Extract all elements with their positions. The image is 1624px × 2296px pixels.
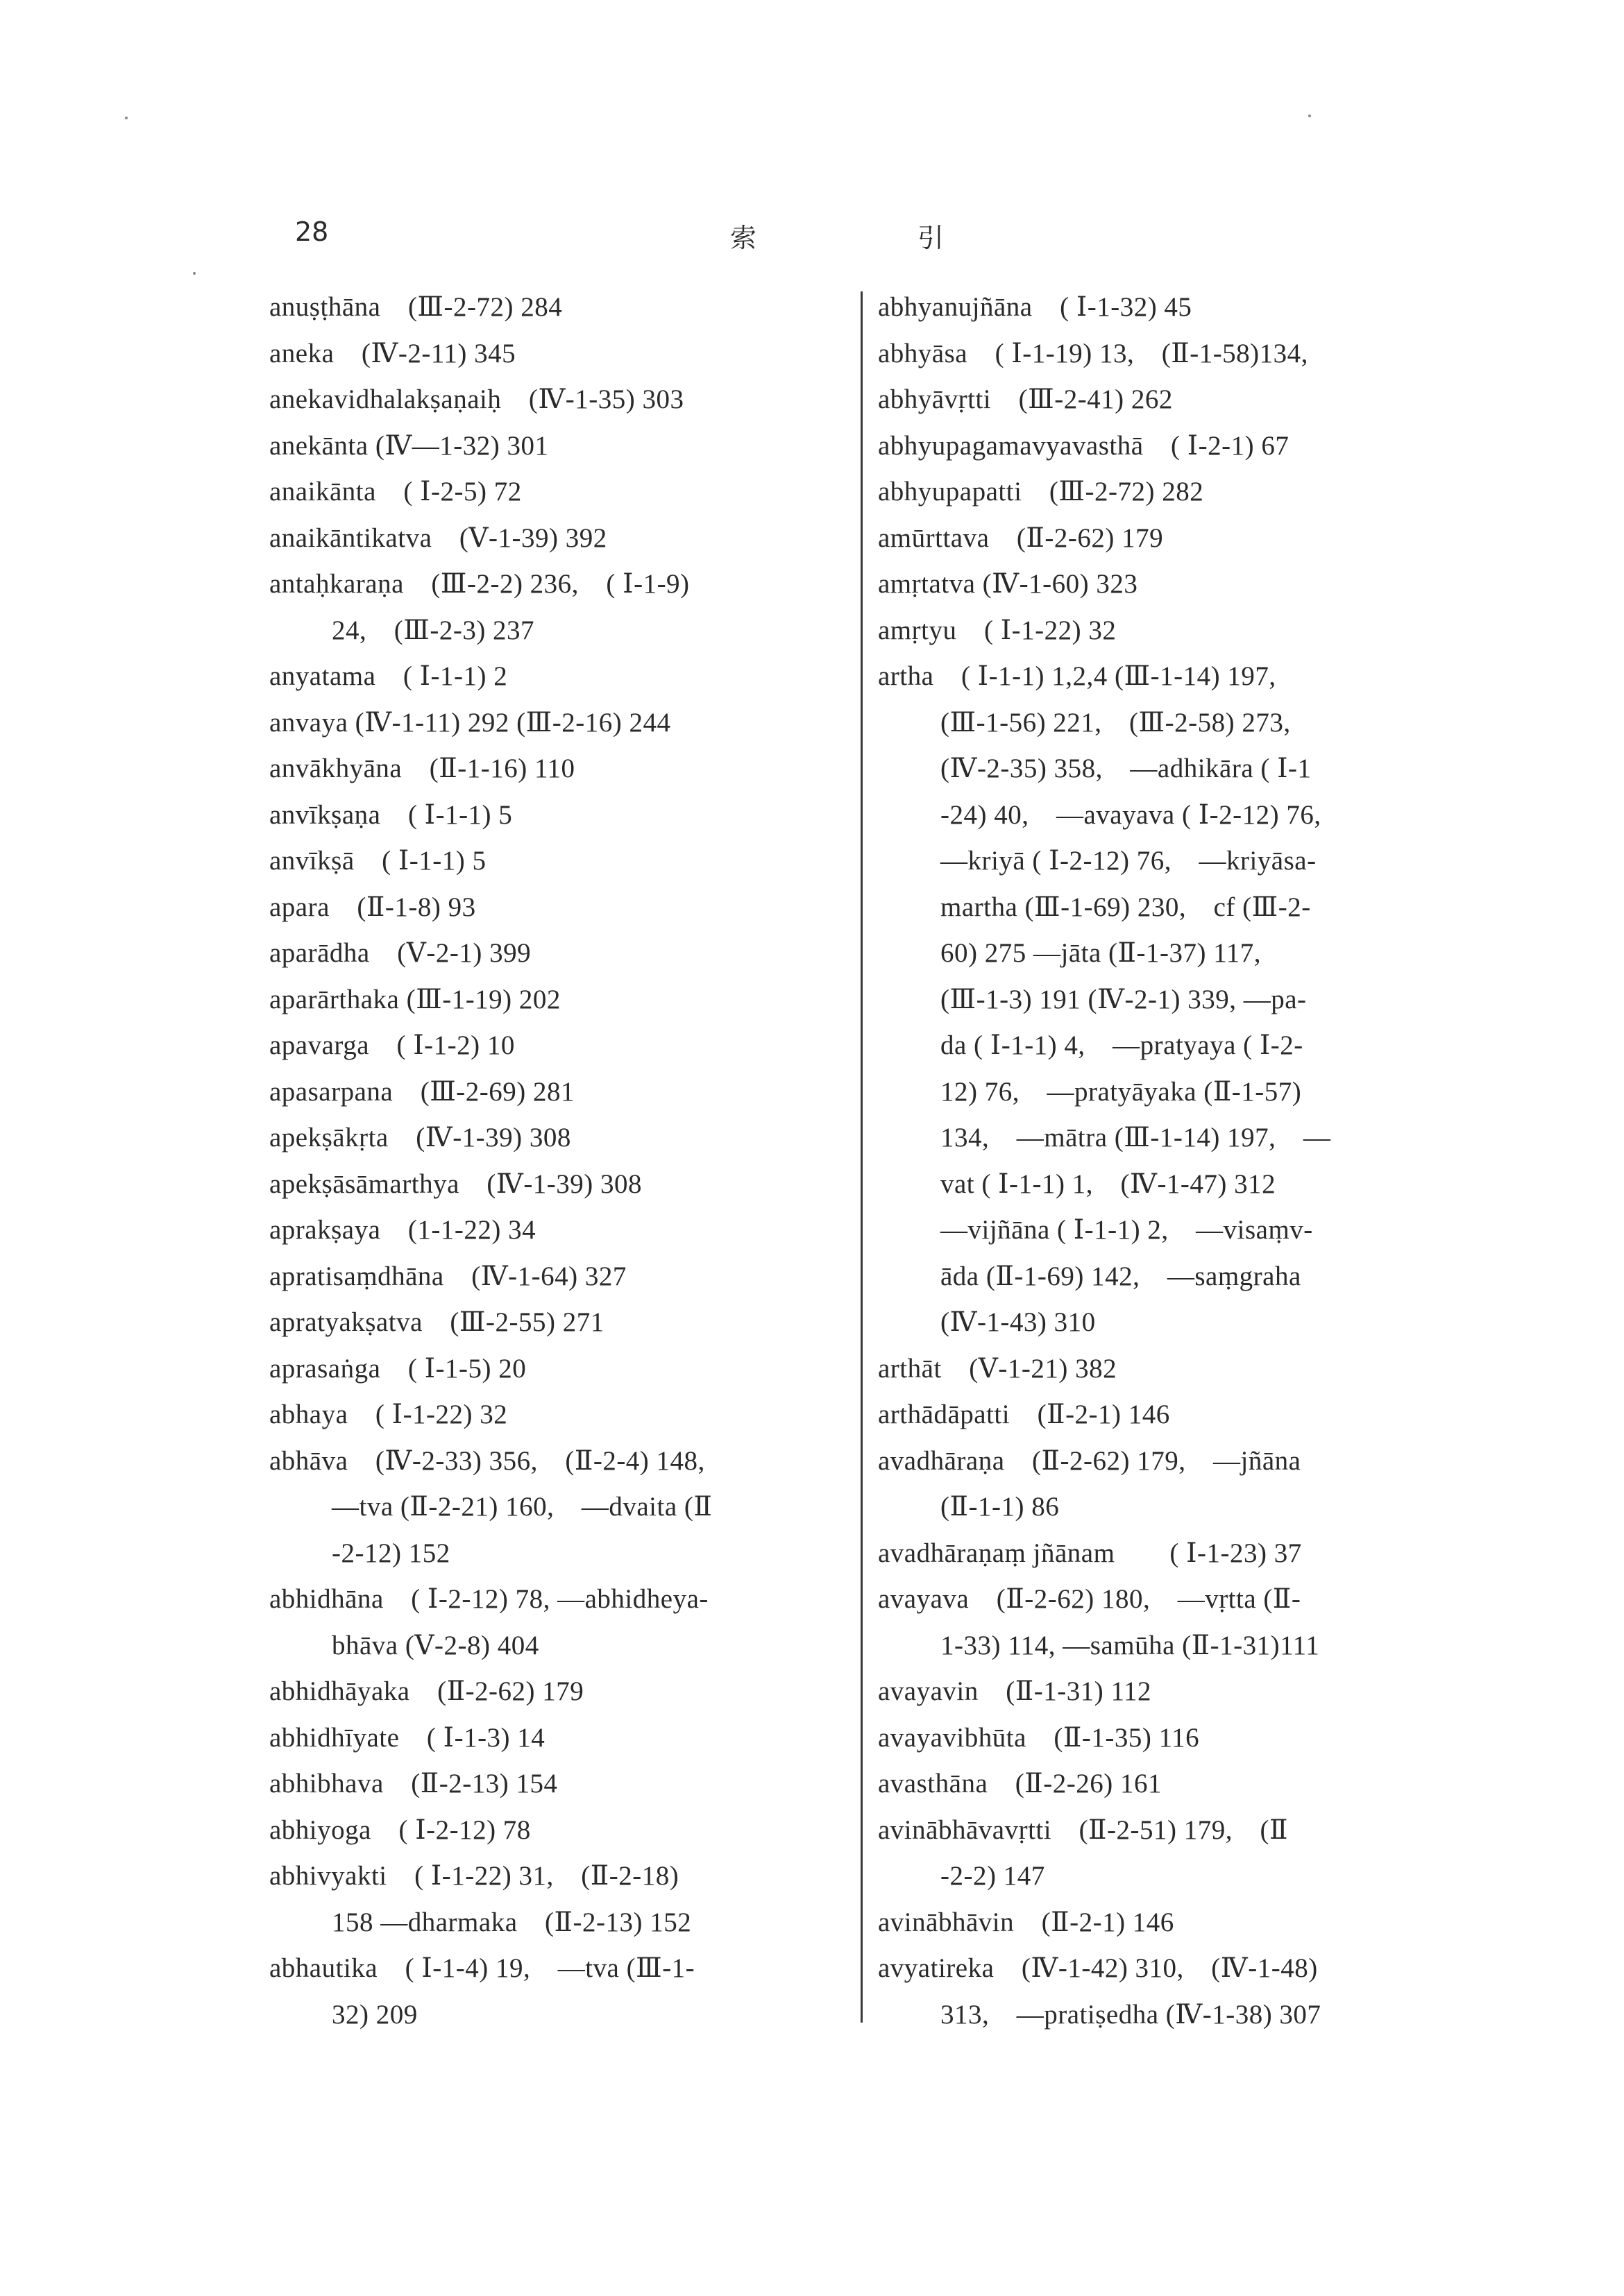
index-entry: avayava (Ⅱ-2-62) 180, —vṛtta (Ⅱ- — [878, 1584, 1301, 1614]
index-entry-continuation: 32) 209 — [332, 1999, 418, 2030]
index-entry: arthāt (Ⅴ-1-21) 382 — [878, 1353, 1117, 1384]
column-divider — [861, 291, 863, 2023]
header-subtitle: 引 — [917, 223, 945, 253]
index-entry: apavarga ( Ⅰ-1-2) 10 — [269, 1030, 515, 1060]
index-entry-continuation: 158 —dharmaka (Ⅱ-2-13) 152 — [332, 1907, 692, 1937]
page-header — [0, 216, 1624, 258]
scan-speck — [1308, 114, 1311, 117]
index-entry-continuation: martha (Ⅲ-1-69) 230, cf (Ⅲ-2- — [940, 892, 1311, 922]
index-entry: abhiyoga ( Ⅰ-2-12) 78 — [269, 1814, 531, 1845]
index-entry: artha ( Ⅰ-1-1) 1,2,4 (Ⅲ-1-14) 197, — [878, 661, 1276, 691]
index-entry: avayavin (Ⅱ-1-31) 112 — [878, 1676, 1152, 1706]
index-entry-continuation: (Ⅲ-1-3) 191 (Ⅳ-2-1) 339, —pa- — [940, 984, 1307, 1014]
index-entry: amṛtyu ( Ⅰ-1-22) 32 — [878, 615, 1117, 645]
index-entry: anaikānta ( Ⅰ-2-5) 72 — [269, 477, 522, 507]
index-entry: abhidhāyaka (Ⅱ-2-62) 179 — [269, 1676, 584, 1706]
index-entry-continuation: (Ⅱ-1-1) 86 — [940, 1492, 1060, 1522]
index-entry: anvākhyāna (Ⅱ-1-16) 110 — [269, 754, 575, 783]
page-number: 28 — [295, 216, 329, 247]
index-entry: abhaya ( Ⅰ-1-22) 32 — [269, 1400, 508, 1429]
index-entry-continuation: —kriyā ( Ⅰ-2-12) 76, —kriyāsa- — [940, 846, 1317, 876]
index-entry: aprakṣaya (1-1-22) 34 — [269, 1215, 536, 1245]
index-entry-continuation: 1-33) 114, —samūha (Ⅱ-1-31)111 — [940, 1630, 1320, 1660]
index-entry: apekṣākṛta (Ⅳ-1-39) 308 — [269, 1123, 571, 1153]
index-entry: avadhāraṇa (Ⅱ-2-62) 179, —jñāna — [878, 1445, 1301, 1476]
index-entry-continuation: da ( Ⅰ-1-1) 4, —pratyaya ( Ⅰ-2- — [940, 1030, 1303, 1060]
index-entry: apekṣāsāmarthya (Ⅳ-1-39) 308 — [269, 1168, 643, 1199]
index-entry-continuation: —vijñāna ( Ⅰ-1-1) 2, —visaṃv- — [940, 1215, 1313, 1245]
index-entry-continuation: -2-2) 147 — [940, 1861, 1045, 1891]
index-entry-continuation: bhāva (Ⅴ-2-8) 404 — [332, 1630, 539, 1660]
index-entry: anekānta (Ⅳ—1-32) 301 — [269, 430, 549, 461]
index-entry: avayavibhūta (Ⅱ-1-35) 116 — [878, 1722, 1200, 1753]
index-entry-continuation: 313, —pratiṣedha (Ⅳ-1-38) 307 — [940, 1999, 1321, 2030]
index-entry: anuṣṭhāna (Ⅲ-2-72) 284 — [269, 292, 563, 322]
index-entry: anvīkṣā ( Ⅰ-1-1) 5 — [269, 846, 487, 876]
index-entry: avinābhāvin (Ⅱ-2-1) 146 — [878, 1907, 1174, 1937]
index-entry: anvaya (Ⅳ-1-11) 292 (Ⅲ-2-16) 244 — [269, 707, 671, 738]
index-entry-continuation: (Ⅳ-1-43) 310 — [940, 1307, 1096, 1337]
index-entry-continuation: vat ( Ⅰ-1-1) 1, (Ⅳ-1-47) 312 — [940, 1168, 1276, 1199]
index-entry: apratisaṃdhāna (Ⅳ-1-64) 327 — [269, 1261, 627, 1291]
index-entry-continuation: 12) 76, —pratyāyaka (Ⅱ-1-57) — [940, 1076, 1302, 1107]
index-entry-continuation: āda (Ⅱ-1-69) 142, —saṃgraha — [940, 1261, 1301, 1291]
index-entry: amṛtatva (Ⅳ-1-60) 323 — [878, 569, 1138, 599]
index-entry: abhyupagamavyavasthā ( Ⅰ-2-1) 67 — [878, 430, 1289, 461]
index-entry: abhyanujñāna ( Ⅰ-1-32) 45 — [878, 292, 1192, 322]
index-entry: aparārthaka (Ⅲ-1-19) 202 — [269, 984, 561, 1014]
right-index-column — [878, 284, 1461, 2038]
index-entry: anyatama ( Ⅰ-1-1) 2 — [269, 661, 508, 691]
index-entry: anekavidhalakṣaṇaiḥ (Ⅳ-1-35) 303 — [269, 384, 684, 414]
index-entry: apara (Ⅱ-1-8) 93 — [269, 892, 476, 922]
index-entry: anaikāntikatva (Ⅴ-1-39) 392 — [269, 522, 607, 553]
header-title: 索 — [730, 223, 757, 253]
index-entry: abhyāsa ( Ⅰ-1-19) 13, (Ⅱ-1-58)134, — [878, 338, 1308, 368]
index-entry-continuation: 134, —mātra (Ⅲ-1-14) 197, — — [940, 1123, 1331, 1153]
index-entry: abhidhāna ( Ⅰ-2-12) 78, —abhidheya- — [269, 1584, 709, 1614]
index-entry: apratyakṣatva (Ⅲ-2-55) 271 — [269, 1307, 604, 1337]
index-entry: abhidhīyate ( Ⅰ-1-3) 14 — [269, 1722, 545, 1753]
index-entry: arthādāpatti (Ⅱ-2-1) 146 — [878, 1400, 1170, 1429]
index-entry: amūrttava (Ⅱ-2-62) 179 — [878, 522, 1164, 553]
index-entry: abhāva (Ⅳ-2-33) 356, (Ⅱ-2-4) 148, — [269, 1445, 705, 1476]
index-entry: avasthāna (Ⅱ-2-26) 161 — [878, 1769, 1162, 1798]
index-entry: abhyāvṛtti (Ⅲ-2-41) 262 — [878, 384, 1173, 414]
index-entry-continuation: 60) 275 —jāta (Ⅱ-1-37) 117, — [940, 938, 1262, 968]
index-entry-continuation: (Ⅲ-1-56) 221, (Ⅲ-2-58) 273, — [940, 707, 1291, 738]
index-entry: avinābhāvavṛtti (Ⅱ-2-51) 179, (Ⅱ — [878, 1814, 1289, 1845]
index-entry-continuation: -24) 40, —avayava ( Ⅰ-2-12) 76, — [940, 799, 1321, 830]
index-entry: anvīkṣaṇa ( Ⅰ-1-1) 5 — [269, 799, 513, 830]
index-entry-continuation: 24, (Ⅲ-2-3) 237 — [332, 615, 535, 645]
index-entry: avyatireka (Ⅳ-1-42) 310, (Ⅳ-1-48) — [878, 1953, 1318, 1983]
left-index-column — [269, 284, 838, 2038]
index-entry: aprasaṅga ( Ⅰ-1-5) 20 — [269, 1353, 527, 1384]
index-entry: antaḥkaraṇa (Ⅲ-2-2) 236, ( Ⅰ-1-9) — [269, 569, 690, 599]
scan-speck — [125, 117, 128, 119]
index-entry: abhibhava (Ⅱ-2-13) 154 — [269, 1769, 558, 1798]
index-entry: aparādha (Ⅴ-2-1) 399 — [269, 938, 532, 968]
index-entry: abhivyakti ( Ⅰ-1-22) 31, (Ⅱ-2-18) — [269, 1861, 679, 1891]
index-entry: abhyupapatti (Ⅲ-2-72) 282 — [878, 477, 1204, 507]
scan-speck — [193, 272, 196, 275]
index-entry: abhautika ( Ⅰ-1-4) 19, —tva (Ⅲ-1- — [269, 1953, 695, 1983]
index-entry: apasarpana (Ⅲ-2-69) 281 — [269, 1076, 575, 1107]
index-entry: aneka (Ⅳ-2-11) 345 — [269, 338, 516, 368]
index-entry-continuation: -2-12) 152 — [332, 1538, 450, 1568]
index-entry: avadhāraṇaṃ jñānam ( Ⅰ-1-23) 37 — [878, 1538, 1302, 1568]
index-entry-continuation: (Ⅳ-2-35) 358, —adhikāra ( Ⅰ-1 — [940, 754, 1312, 783]
index-entry-continuation: —tva (Ⅱ-2-21) 160, —dvaita (Ⅱ — [332, 1492, 713, 1522]
